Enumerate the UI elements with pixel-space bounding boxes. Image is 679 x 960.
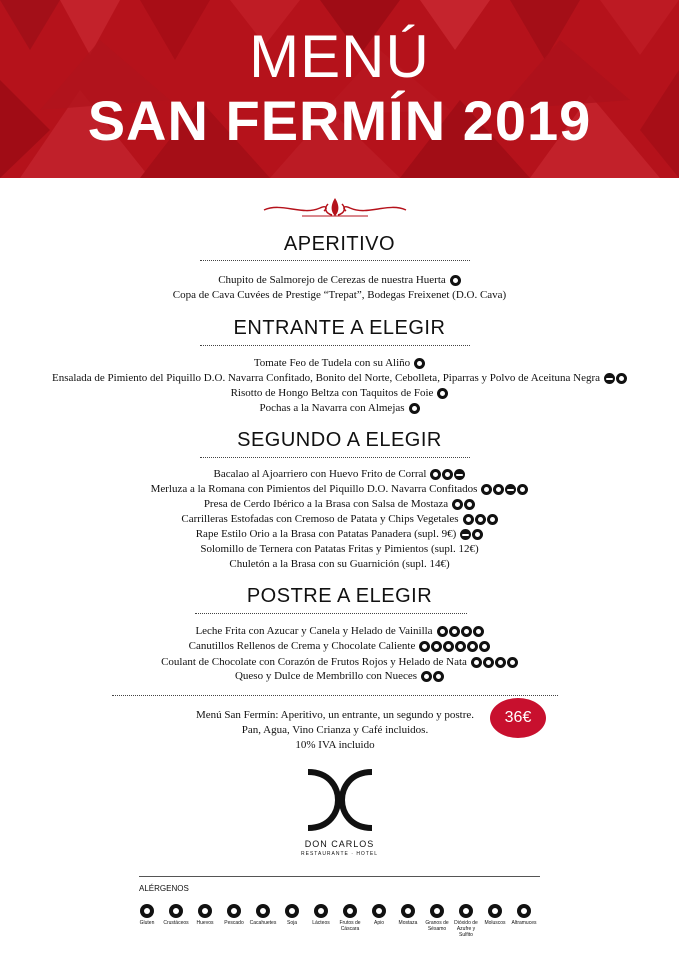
legend-label: Crustáceos [163, 920, 189, 926]
menu-item-text: Ensalada de Pimiento del Piquillo D.O. Navarra Confitado, Bonito del Norte, Cebolleta, Piparras y Polvo de Aceituna Negra [51, 372, 601, 384]
legend-label: Dióxido de Azufre y Sulfito [454, 920, 478, 938]
menu-item [0, 669, 679, 683]
menu-item-text: Rape Estilo Orio a la Brasa con Patatas Panadera (supl. 9€) [195, 528, 457, 540]
frutos-cascara-icon [507, 657, 518, 668]
menu-item [0, 356, 679, 370]
moluscos-icon [409, 403, 420, 414]
sulfitos-icon [414, 358, 425, 369]
menu-item [0, 497, 679, 511]
section-rule [195, 613, 467, 614]
lacteos-icon [442, 469, 453, 480]
frutos-cascara-icon [473, 626, 484, 637]
sesamo-icon [430, 904, 444, 918]
menu-item [0, 655, 679, 669]
legend-rule [139, 876, 540, 877]
section-rule [200, 260, 470, 261]
section-title-entrante: ENTRANTE A ELEGIR [233, 317, 446, 339]
lacteos-icon [314, 904, 328, 918]
legend-label: Altramuces [511, 920, 537, 926]
huevos-icon [481, 484, 492, 495]
pescado-icon [454, 469, 465, 480]
sulfitos-icon [616, 373, 627, 384]
legend-label: Granos de Sésamo [425, 920, 449, 932]
sulfitos-icon [459, 904, 473, 918]
menu-title: MENÚ [249, 23, 430, 90]
menu-item-text: Merluza a la Romana con Pimientos del Piquillo D.O. Navarra Confitados [150, 483, 478, 495]
gluten-icon [463, 514, 474, 525]
menu-item [0, 527, 679, 541]
menu-item [0, 288, 679, 302]
lacteos-icon [452, 499, 463, 510]
menu-item-text: Chupito de Salmorejo de Cerezas de nuestra Huerta [218, 274, 446, 286]
mostaza-icon [464, 499, 475, 510]
legend-item [278, 904, 306, 926]
pescado-icon [460, 529, 471, 540]
lacteos-icon [449, 626, 460, 637]
menu-item [0, 401, 679, 415]
gluten-icon [517, 484, 528, 495]
header-banner [0, 0, 679, 178]
legend-item [220, 904, 248, 926]
brand-subtitle: RESTAURANTE · HOTEL [301, 851, 378, 857]
huevos-icon [461, 626, 472, 637]
gluten-icon [437, 626, 448, 637]
menu-subtitle: SAN FERMÍN 2019 [87, 89, 592, 152]
huevos-icon [495, 657, 506, 668]
legend-label: Mostaza [398, 920, 418, 926]
legend-item [336, 904, 364, 932]
menu-item [0, 639, 679, 653]
legend-label: Gluten [139, 920, 155, 926]
menu-item [0, 386, 679, 400]
legend-item [162, 904, 190, 926]
legend-item [365, 904, 393, 926]
huevos-icon [443, 641, 454, 652]
frutos-cascara-icon [433, 671, 444, 682]
lacteos-icon [483, 657, 494, 668]
price-badge: 36€ [490, 698, 546, 738]
gluten-icon [419, 641, 430, 652]
legend-item [423, 904, 451, 932]
menu-item [0, 371, 679, 385]
legend-label: Huevos [196, 920, 214, 926]
lacteos-icon [450, 275, 461, 286]
soja-icon [285, 904, 299, 918]
gluten-icon [140, 904, 154, 918]
legend-label: Frutos de Cáscara [339, 920, 361, 932]
sesamo-icon [467, 641, 478, 652]
tax-note: 10% IVA incluido [295, 739, 375, 751]
legend-item [133, 904, 161, 926]
menu-description: Menú San Fermín: Aperitivo, un entrante, un segundo y postre. [195, 709, 474, 721]
menu-item-text: Pochas a la Navarra con Almejas [259, 402, 405, 414]
apio-icon [487, 514, 498, 525]
legend-item [249, 904, 277, 926]
lacteos-icon [431, 641, 442, 652]
allergens-title: ALÉRGENOS [139, 884, 189, 893]
legend-item [394, 904, 422, 926]
menu-item-text: Canutillos Rellenos de Crema y Chocolate Caliente [188, 640, 416, 652]
menu-item-text: Bacalao al Ajoarriero con Huevo Frito de Corral [213, 468, 427, 480]
gluten-icon [471, 657, 482, 668]
don-carlos-logo-icon [300, 768, 380, 832]
legend-label: Moluscos [484, 920, 506, 926]
menu-item [0, 512, 679, 526]
legend-item [452, 904, 480, 938]
menu-item [0, 557, 679, 571]
ornament-divider [262, 196, 408, 220]
section-title-postre: POSTRE A ELEGIR [246, 585, 433, 607]
menu-item [0, 482, 679, 496]
legend-label: Cacahuetes [249, 920, 277, 926]
legend-item [191, 904, 219, 926]
legend-item [307, 904, 335, 926]
menu-item [0, 542, 679, 556]
section-rule [200, 345, 470, 346]
menu-item-text: Carrilleras Estofadas con Cremoso de Patata y Chips Vegetales [181, 513, 459, 525]
altramuces-icon [517, 904, 531, 918]
frutos-cascara-icon [343, 904, 357, 918]
pescado-icon [227, 904, 241, 918]
menu-item-text: Tomate Feo de Tudela con su Aliño [253, 357, 411, 369]
moluscos-icon [488, 904, 502, 918]
sulfitos-icon [472, 529, 483, 540]
pescado-icon [505, 484, 516, 495]
footer-rule [112, 695, 558, 696]
lacteos-icon [421, 671, 432, 682]
legend-label: Lácteos [312, 920, 330, 926]
menu-item-text: Presa de Cerdo Ibérico a la Brasa con Salsa de Mostaza [203, 498, 449, 510]
menu-item-text: Leche Frita con Azucar y Canela y Helado de Vainilla [195, 625, 433, 637]
pescado-icon [604, 373, 615, 384]
section-title-segundo: SEGUNDO A ELEGIR [237, 429, 442, 451]
menu-includes: Pan, Agua, Vino Crianza y Café incluidos. [241, 724, 429, 736]
crustaceos-icon [169, 904, 183, 918]
menu-item-text: Risotto de Hongo Beltza con Taquitos de Foie [230, 387, 434, 399]
mostaza-icon [401, 904, 415, 918]
legend-label: Apio [373, 920, 384, 926]
lacteos-icon [437, 388, 448, 399]
cacahuetes-icon [256, 904, 270, 918]
frutos-cascara-icon [455, 641, 466, 652]
menu-item-text: Queso y Dulce de Membrillo con Nueces [234, 670, 418, 682]
menu-item-text: Chuletón a la Brasa con su Guarnición (supl. 14€) [229, 558, 450, 570]
menu-item-text: Copa de Cava Cuvées de Prestige “Trepat”, Bodegas Freixenet (D.O. Cava) [172, 289, 507, 301]
section-title-aperitivo: APERITIVO [283, 233, 396, 255]
altramuces-icon [479, 641, 490, 652]
menu-item [0, 467, 679, 481]
legend-item [510, 904, 538, 926]
huevos-icon [198, 904, 212, 918]
menu-item [0, 273, 679, 287]
menu-item [0, 624, 679, 638]
section-rule [200, 457, 470, 458]
lacteos-icon [493, 484, 504, 495]
apio-icon [372, 904, 386, 918]
legend-label: Soja [286, 920, 297, 926]
legend-label: Pescado [224, 920, 244, 926]
legend-item [481, 904, 509, 926]
huevos-icon [430, 469, 441, 480]
brand-name: DON CARLOS [304, 839, 375, 849]
lacteos-icon [475, 514, 486, 525]
menu-item-text: Coulant de Chocolate con Corazón de Frutos Rojos y Helado de Nata [161, 656, 467, 668]
menu-item-text: Solomillo de Ternera con Patatas Fritas y Pimientos (supl. 12€) [200, 543, 479, 555]
